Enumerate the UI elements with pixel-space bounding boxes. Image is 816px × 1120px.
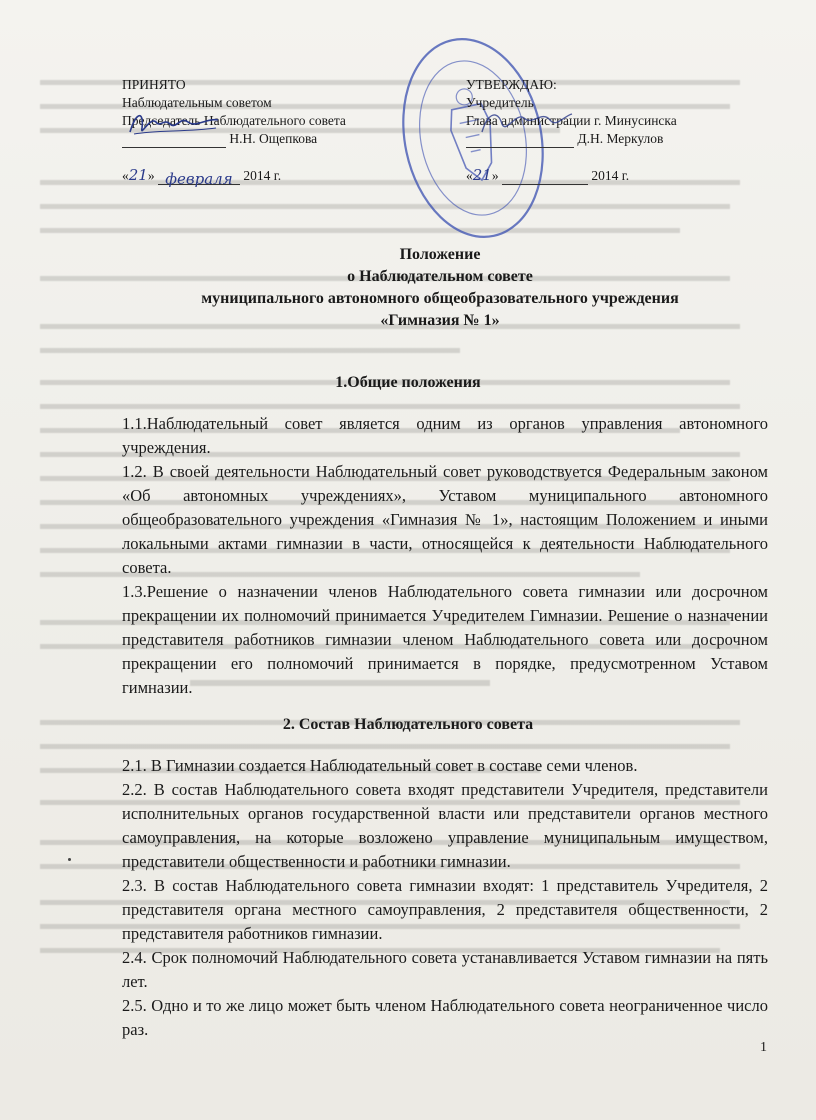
document-title [60,244,816,332]
title-line-3: муниципального автономного общеобразовательного учреждения [201,290,679,307]
date-right [466,166,786,185]
date-left [122,166,422,188]
date-open-quote: « [122,168,129,183]
signature-right-icon [476,102,576,142]
title-line-2: о Наблюдательном совете [347,268,533,285]
date-year-right: 2014 г. [591,168,630,183]
date-close-quote-right: » [491,168,499,183]
paragraph-2-1: 2.1. В Гимназии создается Наблюдательный совет в составе семи членов. [122,756,638,775]
paragraph-1-2: 1.2. В своей деятельности Наблюдательный совет руководствуется Федеральным законом «Об автономных учреждениях», Уставом муниципального автономного общеобразовательного учреждения «Гимназия № 1», настоящим Положением и иными локальными актами гимназии в части, относящейся к деятельности Наблюдательного совета. [122,462,768,577]
date-month-handwritten: февраля [165,170,233,188]
paragraph-2-4: 2.4. Срок полномочий Наблюдательного совета устанавливается Уставом гимназии на пять лет. [122,948,768,991]
title-line-1: Положение [399,246,481,263]
page-number: 1 [760,1040,767,1055]
founder-label: Учредитель [466,95,534,110]
section-2-heading: 2. Состав Наблюдательного совета [282,716,534,733]
paragraph-2-5: 2.5. Одно и то же лицо может быть членом Наблюдательного совета неограниченное число раз. [122,996,768,1039]
approve-label: УТВЕРЖДАЮ: [466,77,557,92]
chair-title: Председатель Наблюдательного совета [122,113,346,128]
date-year-left: 2014 г. [243,168,282,183]
paragraph-2-2: 2.2. В состав Наблюдательного совета входят представители Учредителя, представители исполнительных органов государственной власти или представители органов местного самоуправления, на которые возложено управление муниципальным имуществом, представители общественности и работники гимназии. [122,780,768,871]
head-title: Глава администрации г. Минусинска [466,113,677,128]
accepted-label: ПРИНЯТО [122,77,186,92]
title-line-4: «Гимназия № 1» [380,312,500,329]
section-1-heading: 1.Общие положения [335,374,481,391]
date-open-quote-right: « [466,168,473,183]
date-month-underline-right [502,170,588,185]
paragraph-2-3: 2.3. В состав Наблюдательного совета гимназии входят: 1 представитель Учредителя, 2 представителя органа местного самоуправления, 2 представителя общественности, 2 представителя работников гимназии. [122,876,768,943]
paragraph-1-1: 1.1.Наблюдательный совет является одним из органов управления автономного учреждения. [122,414,768,457]
signer-name-left: Н.Н. Ощепкова [229,131,318,146]
date-close-quote: » [147,168,155,183]
paragraph-1-3: 1.3.Решение о назначении членов Наблюдательного совета гимназии или досрочном прекращении их полномочий принимается Учредителем Гимназии. Решение о назначении представителя работников гимназии членом Наблюдательного совета или досрочном прекращении его полномочий принимается в порядке, предусмотренном Уставом гимназии. [122,582,768,697]
date-month-underline [158,170,240,188]
date-day-handwritten-right: 21 [472,166,492,184]
speck [68,858,71,861]
signature-icon [126,104,222,144]
section-1-body [122,412,768,700]
section-2-body [122,754,768,1042]
date-day-handwritten: 21 [128,166,148,184]
signer-name-right: Д.Н. Меркулов [577,131,664,146]
accepted-by: Наблюдательным советом [122,95,272,110]
